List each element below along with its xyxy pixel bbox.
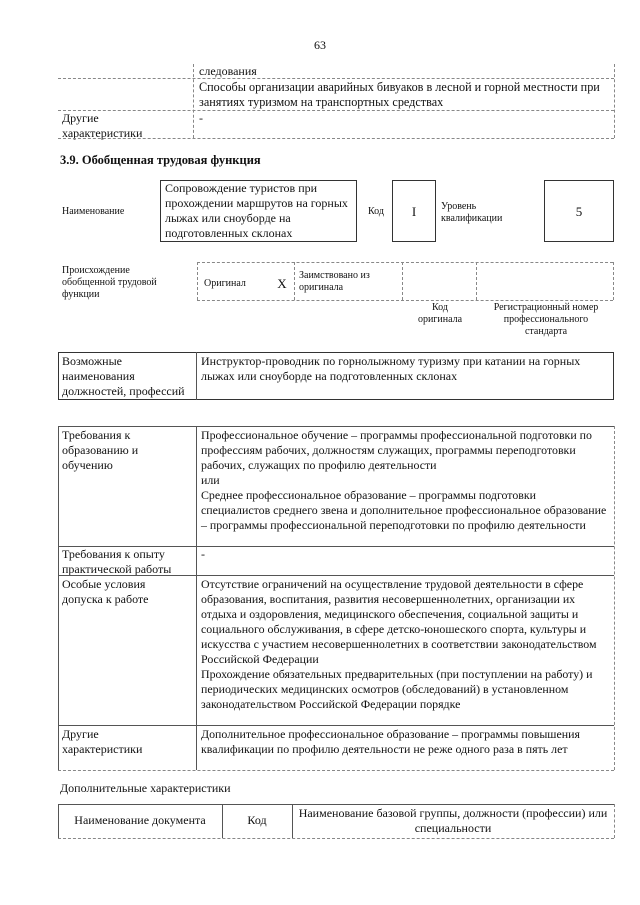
col-code-header: Код (247, 813, 267, 827)
code-value: I (411, 204, 417, 219)
origin-reg-caption: Регистрационный номер профессионального стандарта (493, 302, 599, 337)
col-document-header: Наименование документа (74, 813, 206, 827)
page-number: 63 (314, 38, 326, 52)
experience-label: Требования к опыту практической работы (62, 547, 172, 576)
other-characteristics-value: - (199, 111, 203, 125)
additional-title: Дополнительные характеристики (60, 781, 231, 795)
code-label: Код (368, 206, 384, 217)
education-value: Профессиональное обучение – программы профессиональной подготовки по профессиям рабочих, должностям служащих, программы переподготовки рабочих, служащих по профилю деятельности или Среднее профессиональное образование – программы подготовки специалистов среднего звена и дополнительное профессиональное образование – программы профессиональной переподготовки по профилю деятельности (201, 428, 607, 532)
col-group-header: Наименование базовой группы, должности (профессии) или специальности (298, 806, 608, 835)
level-label: Уровень квалификации (441, 201, 503, 224)
origin-original: Оригинал (204, 278, 246, 289)
continued-text-line: следования (199, 64, 257, 78)
admission-label: Особые условия допуска к работе (62, 577, 149, 606)
admission-value: Отсутствие ограничений на осуществление трудовой деятельности в сфере образования, воспитания, развития несовершеннолетних, организации их отдыха и оздоровления, медицинского обеспечения, социальной защиты и социального обслуживания, в сфере детско-юношеского спорта, культуры и искусства с участием несовершеннолетних в соответствии законодательством Российской Федерации Прохождение обязательных предварительных (при поступлении на работу) и периодических медицинских осмотров (обследований) в установленном законодательством Российской Федерации порядке (201, 577, 597, 711)
experience-value: - (201, 547, 205, 561)
other-characteristics-label: Другие характеристики (62, 111, 143, 140)
function-name-value: Сопровождение туристов при прохождении маршрутов на горных лыжах или сноуборде на подготовленных склонах (165, 181, 348, 240)
origin-borrowed: Заимствовано из оригинала (299, 270, 370, 293)
origin-label: Происхождение обобщенной трудовой функции (62, 265, 157, 300)
other-label: Другие характеристики (62, 727, 143, 756)
other-value: Дополнительное профессиональное образование – программы повышения квалификации по профилю деятельности не реже одного раза в пять лет (201, 727, 580, 756)
continued-text: Способы организации аварийных бивуаков в лесной и горной местности при занятиях туризмом на транспортных средствах (199, 80, 600, 109)
level-value: 5 (575, 204, 583, 219)
function-name-label: Наименование (62, 206, 125, 217)
positions-value: Инструктор-проводник по горнолыжному туризму при катании на горных лыжах или сноуборде на подготовленных склонах (201, 354, 581, 383)
origin-mark: X (277, 276, 287, 291)
positions-label: Возможные наименования должностей, профессий (62, 354, 185, 398)
section-title: 3.9. Обобщенная трудовая функция (60, 153, 261, 167)
education-label: Требования к образованию и обучению (62, 428, 139, 472)
origin-code-caption: Код оригинала (417, 302, 463, 325)
